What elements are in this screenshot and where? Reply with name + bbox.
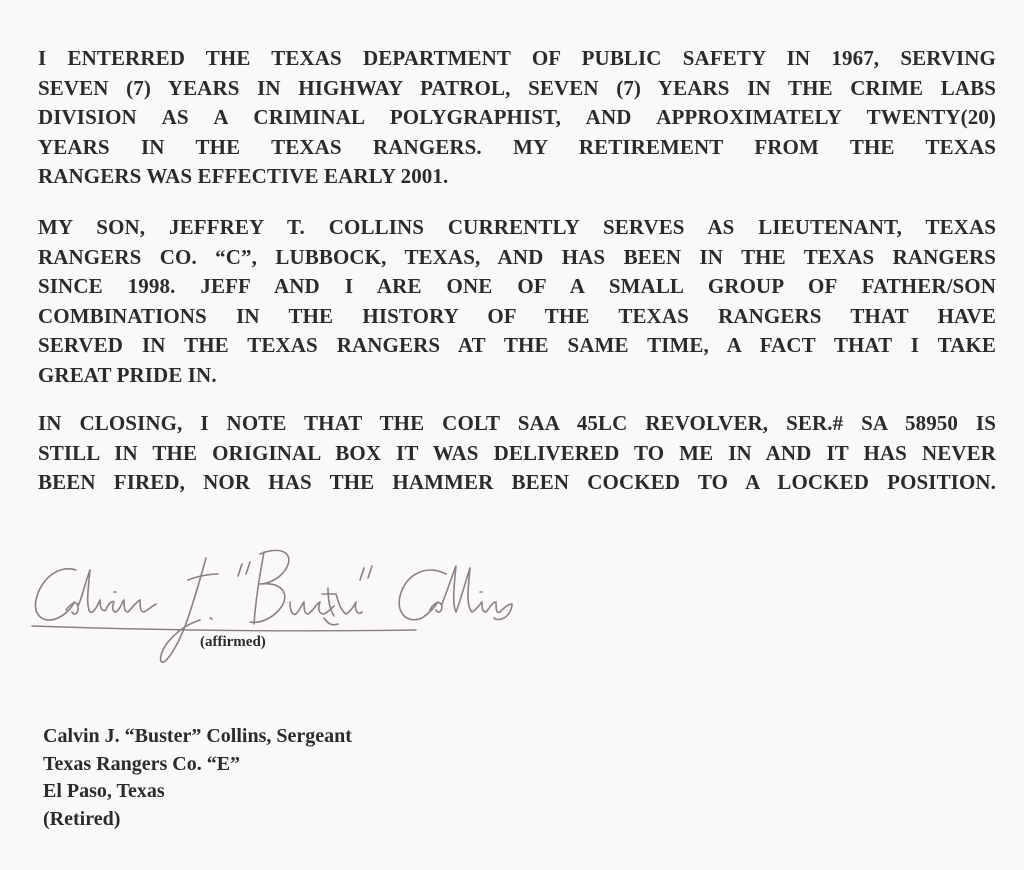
signer-location: El Paso, Texas	[43, 780, 165, 802]
handwritten-signature	[28, 540, 518, 670]
paragraph-line: MY SON, JEFFREY T. COLLINS CURRENTLY SERVES AS LIEUTENANT, TEXAS	[38, 215, 996, 239]
paragraph-line: SERVED IN THE TEXAS RANGERS AT THE SAME TIME, A FACT THAT I TAKE	[38, 333, 996, 357]
signer-status: (Retired)	[43, 807, 121, 830]
paragraph-line: COMBINATIONS IN THE HISTORY OF THE TEXAS RANGERS THAT HAVE	[38, 303, 996, 328]
paragraph-service-history	[38, 44, 996, 192]
signer-unit: Texas Rangers Co. “E”	[43, 752, 241, 775]
paragraph-line: SEVEN (7) YEARS IN HIGHWAY PATROL, SEVEN (7) YEARS IN THE CRIME LABS	[38, 75, 996, 100]
paragraph-line: STILL IN THE ORIGINAL BOX IT WAS DELIVERED TO ME IN AND IT HAS NEVER	[38, 440, 996, 465]
signature-ink	[28, 540, 518, 670]
paragraph-line: DIVISION AS A CRIMINAL POLYGRAPHIST, AND APPROXIMATELY TWENTY(20)	[38, 105, 996, 129]
paragraph-closing	[38, 409, 996, 498]
affirmed-label: (affirmed)	[200, 634, 266, 650]
paragraph-line: SINCE 1998. JEFF AND I ARE ONE OF A SMALL GROUP OF FATHER/SON	[38, 274, 996, 298]
paragraph-line: YEARS IN THE TEXAS RANGERS. MY RETIREMENT FROM THE TEXAS	[38, 134, 996, 159]
paragraph-line: BEEN FIRED, NOR HAS THE HAMMER BEEN COCKED TO A LOCKED POSITION.	[38, 470, 996, 494]
signer-name: Calvin J. “Buster” Collins, Sergeant	[43, 725, 352, 747]
paragraph-line: RANGERS CO. “C”, LUBBOCK, TEXAS, AND HAS BEEN IN THE TEXAS RANGERS	[38, 244, 996, 269]
paragraph-line: IN CLOSING, I NOTE THAT THE COLT SAA 45LC REVOLVER, SER.# SA 58950 IS	[38, 411, 996, 435]
paragraph-son	[38, 213, 996, 390]
signer-block	[43, 723, 352, 833]
paragraph-line: GREAT PRIDE IN.	[38, 362, 217, 387]
paragraph-line: I ENTERRED THE TEXAS DEPARTMENT OF PUBLIC SAFETY IN 1967, SERVING	[38, 46, 996, 70]
paragraph-line: RANGERS WAS EFFECTIVE EARLY 2001.	[38, 164, 449, 188]
